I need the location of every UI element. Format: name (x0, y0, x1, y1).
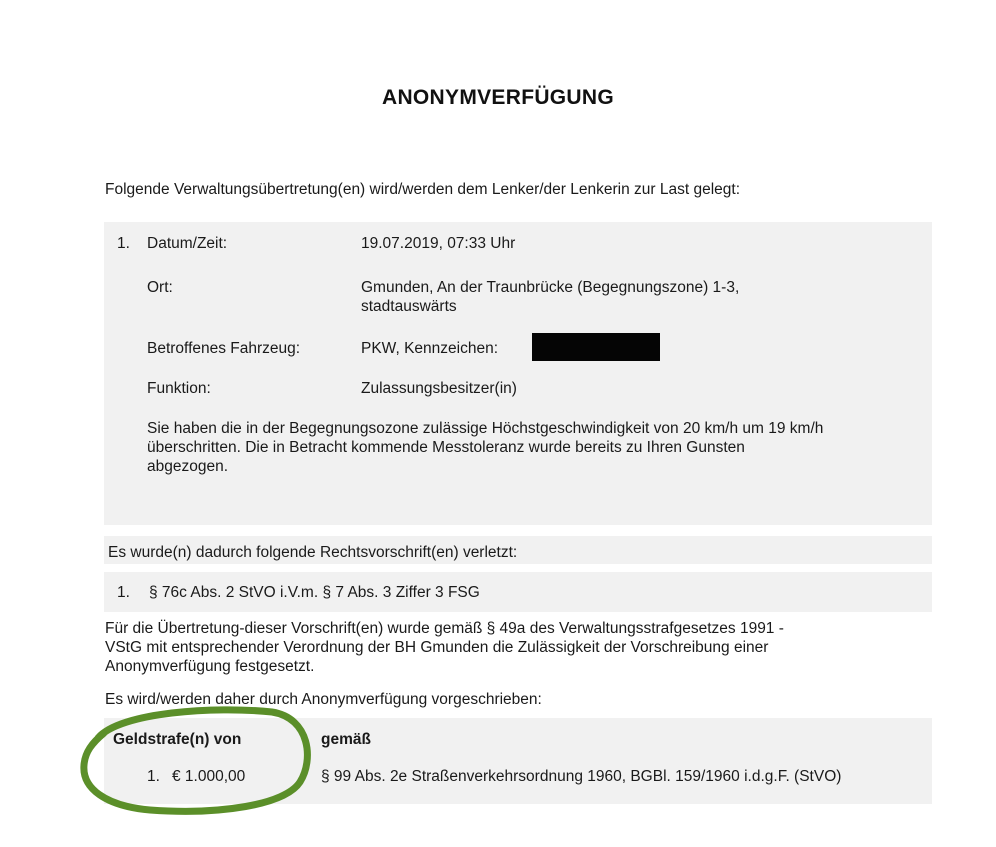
fine-amount: € 1.000,00 (172, 768, 246, 785)
prescribed-heading: Es wird/werden daher durch Anonymverfügung vorgeschrieben: (105, 691, 542, 708)
fine-row-number: 1. (147, 768, 160, 785)
ort-label: Ort: (147, 279, 173, 296)
fine-amount-header: Geldstrafe(n) von (113, 731, 242, 748)
violated-heading: Es wurde(n) dadurch folgende Rechtsvorschrift(en) verletzt: (108, 544, 518, 561)
document-title: ANONYMVERFÜGUNG (381, 86, 614, 109)
legal-basis-header: gemäß (321, 731, 371, 748)
fine-legal-basis: § 99 Abs. 2e Straßenverkehrsordnung 1960, BGBl. 159/1960 i.d.g.F. (StVO) (321, 768, 842, 785)
intro-text: Folgende Verwaltungsübertretung(en) wird/werden dem Lenker/der Lenkerin zur Last gelegt: (105, 181, 741, 198)
description-line: abgezogen. (147, 458, 229, 475)
violated-item-number: 1. (117, 584, 130, 601)
datum-value: 19.07.2019, 07:33 Uhr (361, 235, 516, 252)
offense-number: 1. (117, 235, 130, 252)
description-line: Sie haben die in der Begegnungsozone zulässige Höchstgeschwindigkeit von 20 km/h um 19 km/h (147, 420, 824, 437)
legal-basis-line: Für die Übertretung-dieser Vorschrift(en) wurde gemäß § 49a des Verwaltungsstrafgesetzes 1991 - (105, 620, 784, 637)
violated-item: § 76c Abs. 2 StVO i.V.m. § 7 Abs. 3 Ziffer 3 FSG (149, 584, 480, 601)
funktion-value: Zulassungsbesitzer(in) (361, 380, 517, 397)
fahrzeug-label: Betroffenes Fahrzeug: (147, 340, 301, 357)
ort-value-line1: Gmunden, An der Traunbrücke (Begegnungszone) 1-3, (361, 279, 740, 296)
legal-basis-line: VStG mit entsprechender Verordnung der BH Gmunden die Zulässigkeit der Vorschreibung einer (105, 639, 769, 656)
fahrzeug-value: PKW, Kennzeichen: (361, 340, 498, 357)
ort-value-line2: stadtauswärts (361, 298, 457, 315)
legal-basis-line: Anonymverfügung festgesetzt. (105, 658, 315, 675)
description-line: überschritten. Die in Betracht kommende Messtoleranz wurde bereits zu Ihren Gunsten (147, 439, 745, 456)
funktion-label: Funktion: (147, 380, 211, 397)
highlight-circle-stroke (84, 710, 308, 811)
datum-label: Datum/Zeit: (147, 235, 228, 252)
